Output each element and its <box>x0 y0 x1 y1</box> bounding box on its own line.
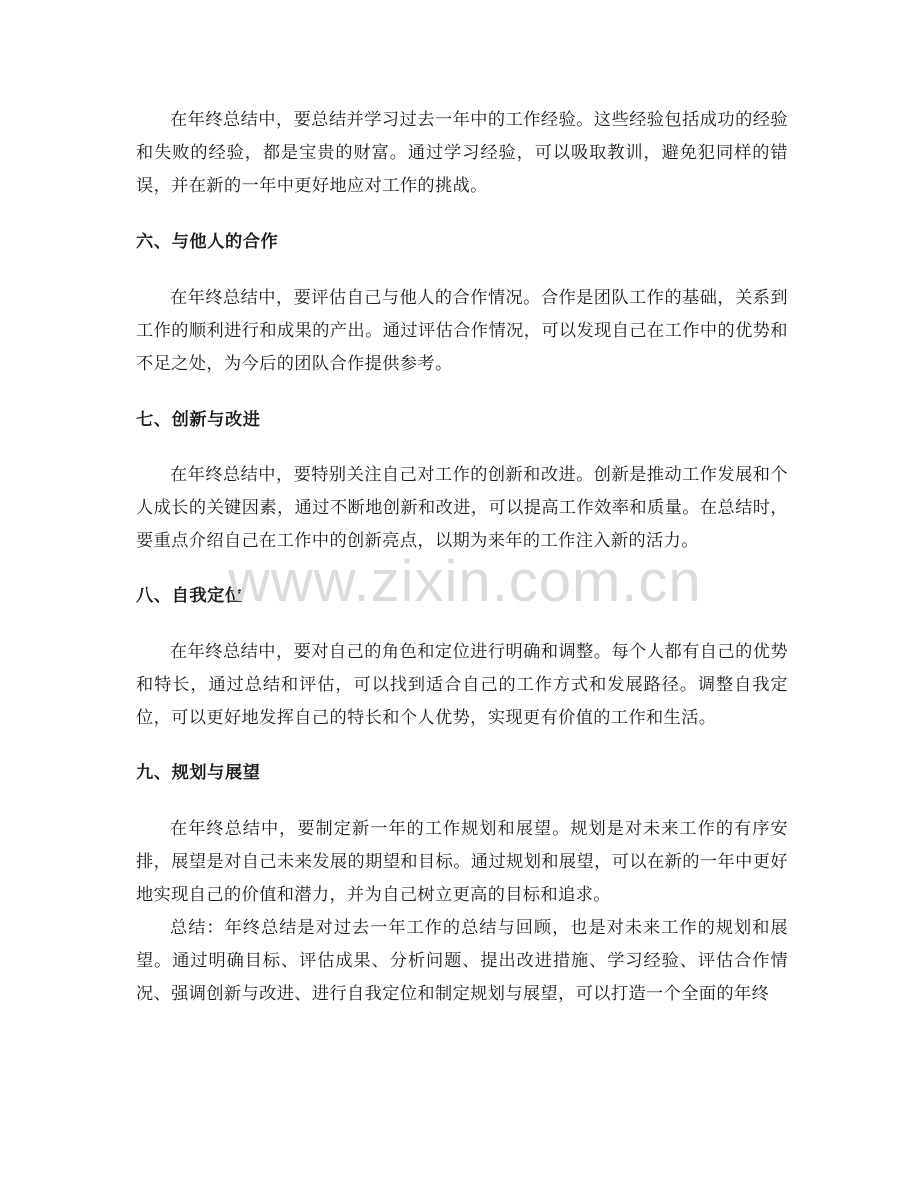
section-six-paragraph: 在年终总结中，要评估自己与他人的合作情况。合作是团队工作的基础，关系到工作的顺利进行和成果的产出。通过评估合作情况，可以发现自己在工作中的优势和不足之处，为今后的团队合作提供参考。 <box>136 288 788 374</box>
section-eight-heading: 八、自我定位 <box>136 586 243 606</box>
section-nine-heading: 九、规划与展望 <box>136 763 261 783</box>
section-six-heading: 六、与他人的合作 <box>136 232 279 252</box>
section-seven-paragraph: 在年终总结中，要特别关注自己对工作的创新和改进。创新是推动工作发展和个人成长的关键因素，通过不断地创新和改进，可以提高工作效率和质量。在总结时，要重点介绍自己在工作中的创新亮点，以期为来年的工作注入新的活力。 <box>136 465 788 551</box>
intro-paragraph: 在年终总结中，要总结并学习过去一年中的工作经验。这些经验包括成功的经验和失败的经验，都是宝贵的财富。通过学习经验，可以吸取教训，避免犯同样的错误，并在新的一年中更好地应对工作的挑战。 <box>136 110 788 196</box>
section-eight-paragraph: 在年终总结中，要对自己的角色和定位进行明确和调整。每个人都有自己的优势和特长，通过总结和评估，可以找到适合自己的工作方式和发展路径。调整自我定位，可以更好地发挥自己的特长和个人优势，实现更有价值的工作和生活。 <box>136 642 788 728</box>
watermark: www.zixin.com.cn <box>228 549 702 614</box>
summary-paragraph: 总结：年终总结是对过去一年工作的总结与回顾，也是对未来工作的规划和展望。通过明确目标、评估成果、分析问题、提出改进措施、学习经验、评估合作情况、强调创新与改进、进行自我定位和制定规划与展望，可以打造一个全面的年终 <box>136 918 788 1004</box>
section-seven-heading: 七、创新与改进 <box>136 410 261 430</box>
section-nine-paragraph: 在年终总结中，要制定新一年的工作规划和展望。规划是对未来工作的有序安排，展望是对自己未来发展的期望和目标。通过规划和展望，可以在新的一年中更好地实现自己的价值和潜力，并为自己树立更高的目标和追求。 <box>136 819 788 905</box>
